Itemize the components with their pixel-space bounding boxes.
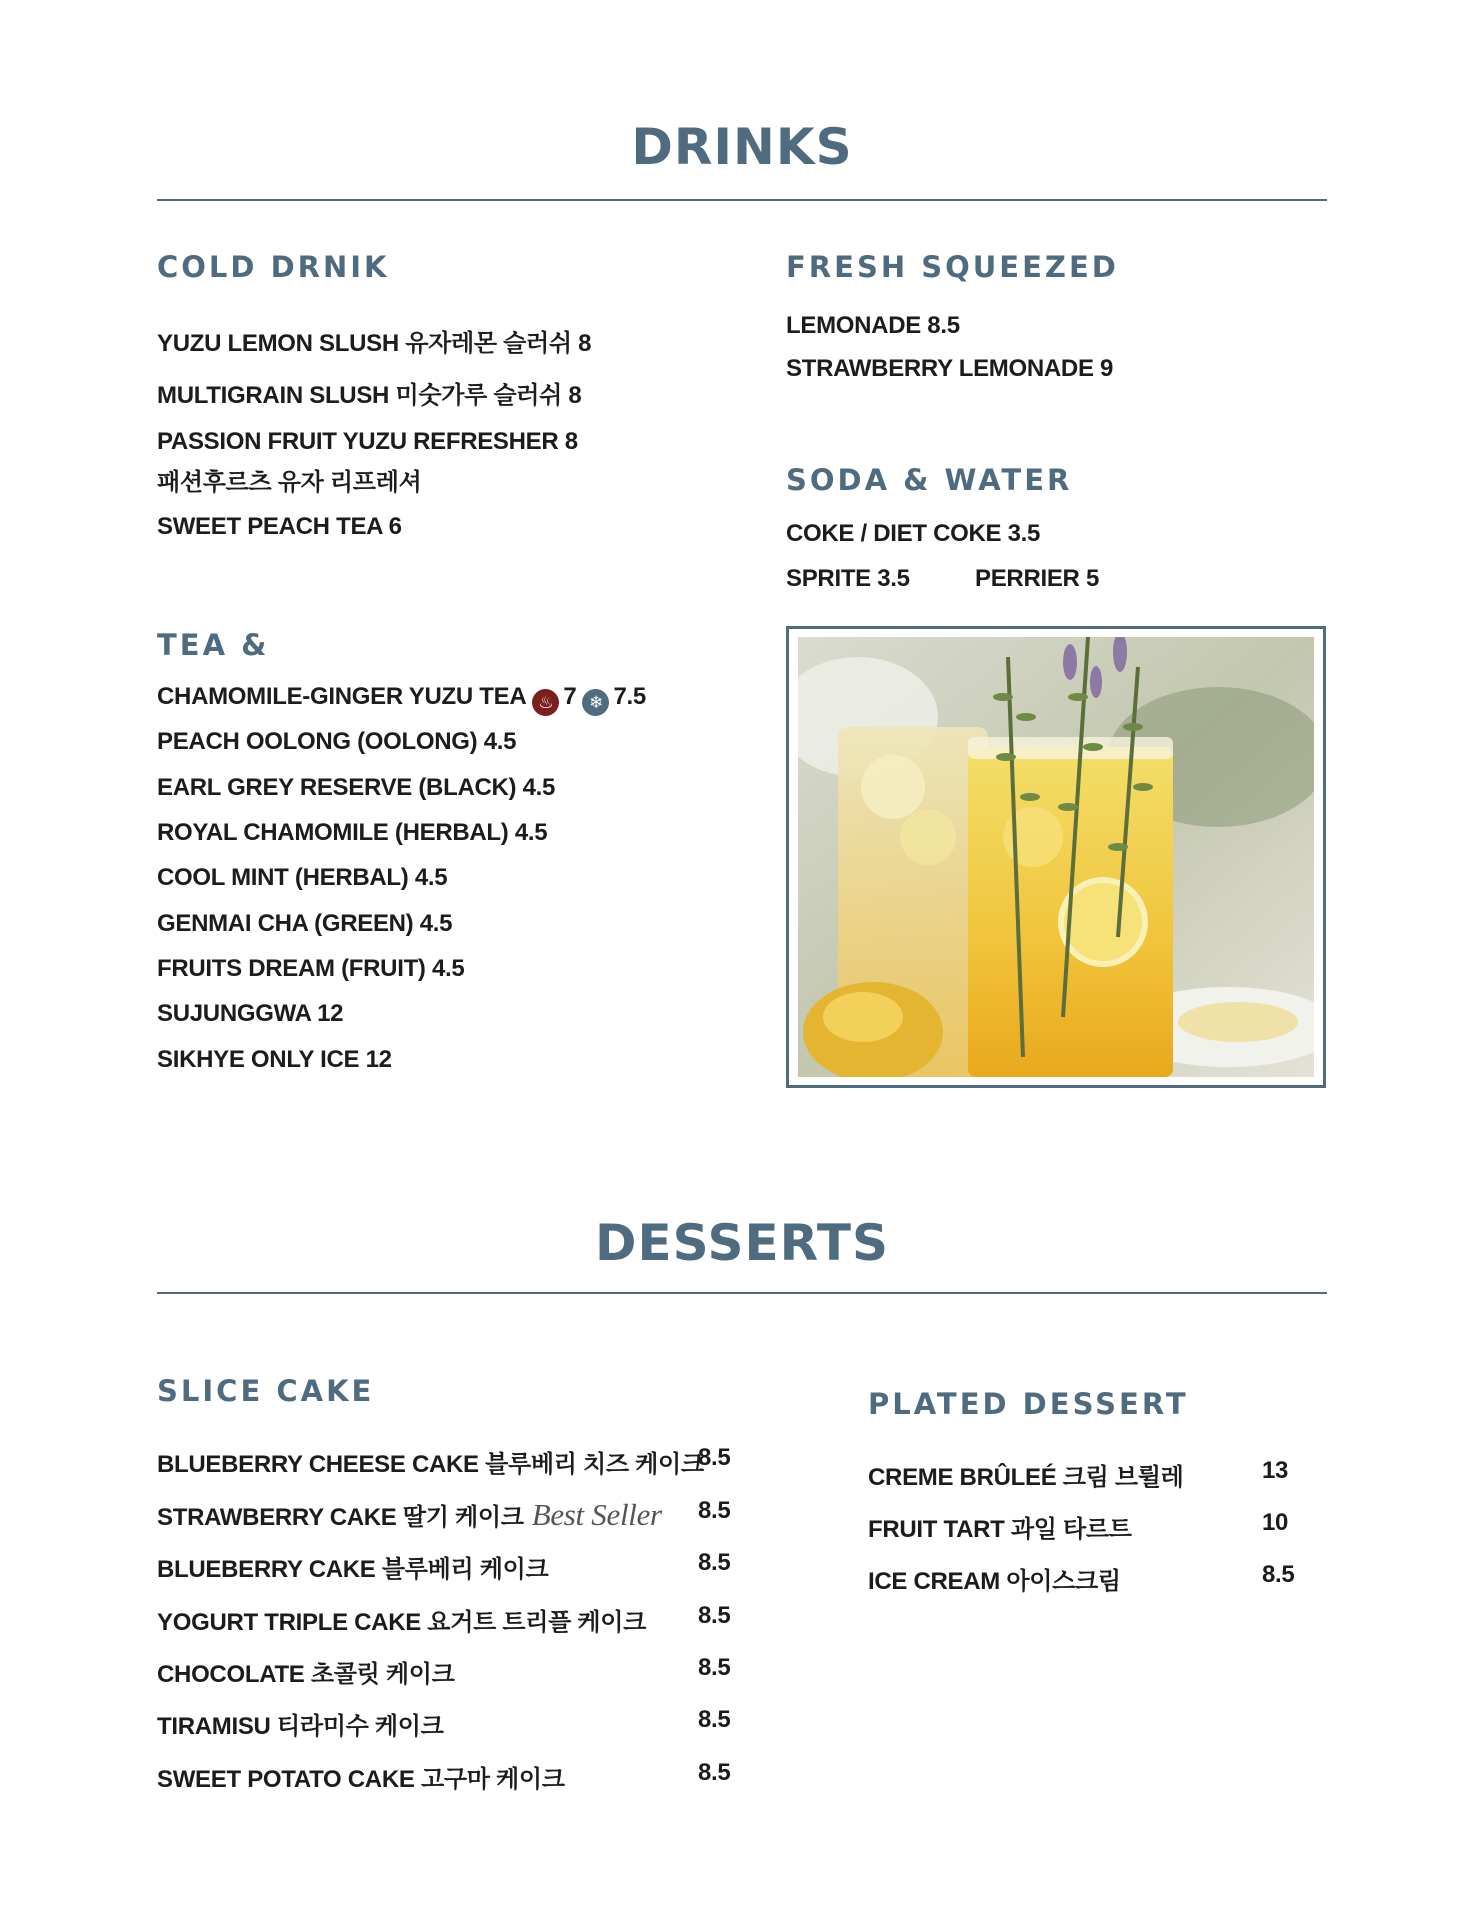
soda-water-heading: SODA & WATER [786, 463, 1073, 497]
yuzu-lemonade-image [798, 637, 1314, 1077]
dessert-price: 8.5 [1262, 1561, 1295, 1588]
dessert-price: 8.5 [698, 1654, 731, 1681]
slice-cake-item [157, 1444, 704, 1479]
menu-item: EARL GREY RESERVE (BLACK) 4.5 [157, 774, 556, 801]
menu-item: LEMONADE 8.5 [786, 312, 960, 339]
menu-item: SIKHYE ONLY ICE 12 [157, 1046, 392, 1073]
menu-item: GENMAI CHA (GREEN) 4.5 [157, 910, 453, 937]
dessert-name: YOGURT TRIPLE CAKE 요거트 트리플 케이크 [157, 1609, 647, 1636]
dessert-name: BLUEBERRY CHEESE CAKE 블루베리 치즈 케이크 [157, 1451, 704, 1478]
menu-item: COOL MINT (HERBAL) 4.5 [157, 864, 448, 891]
dessert-name: TIRAMISU 티라미수 케이크 [157, 1713, 444, 1740]
dessert-price: 8.5 [698, 1706, 731, 1733]
cold-drink-heading: COLD DRNIK [157, 250, 390, 284]
dessert-name: STRAWBERRY CAKE 딸기 케이크 [157, 1504, 524, 1531]
plated-dessert-item: ICE CREAM 아이스크림 [868, 1568, 1121, 1595]
menu-item: SWEET PEACH TEA 6 [157, 513, 402, 540]
menu-item: ROYAL CHAMOMILE (HERBAL) 4.5 [157, 819, 548, 846]
dessert-name: CHOCOLATE 초콜릿 케이크 [157, 1661, 455, 1688]
menu-item: PERRIER 5 [975, 565, 1100, 592]
fresh-squeezed-heading: FRESH SQUEEZED [786, 250, 1119, 284]
slice-cake-item [157, 1549, 548, 1584]
menu-item: MULTIGRAIN SLUSH 미숫가루 슬러쉬 8 [157, 382, 582, 409]
menu-item: COKE / DIET COKE 3.5 [786, 520, 1041, 547]
menu-item: FRUITS DREAM (FRUIT) 4.5 [157, 955, 465, 982]
dessert-price: 8.5 [698, 1549, 731, 1576]
ice-price: 7.5 [613, 683, 646, 710]
slice-cake-item [157, 1759, 565, 1794]
dessert-price: 13 [1262, 1457, 1289, 1484]
menu-item-korean: 패션후르츠 유자 리프레셔 [157, 469, 422, 496]
plated-dessert-heading: PLATED DESSERT [868, 1387, 1189, 1421]
dessert-price: 8.5 [698, 1602, 731, 1629]
menu-item: SPRITE 3.5 [786, 565, 910, 592]
plated-dessert-item: FRUIT TART 과일 타르트 [868, 1516, 1132, 1543]
desserts-divider [157, 1292, 1327, 1294]
drinks-title: DRINKS [631, 118, 853, 176]
dessert-price: 8.5 [698, 1759, 731, 1786]
slice-cake-item [157, 1497, 662, 1533]
slice-cake-item [157, 1602, 646, 1637]
desserts-title: DESSERTS [595, 1214, 889, 1272]
snowflake-icon: ❄ [582, 689, 609, 716]
dessert-name: BLUEBERRY CAKE 블루베리 케이크 [157, 1556, 549, 1583]
menu-item: PEACH OOLONG (OOLONG) 4.5 [157, 728, 517, 755]
menu-item: STRAWBERRY LEMONADE 9 [786, 355, 1114, 382]
menu-item: YUZU LEMON SLUSH 유자레몬 슬러쉬 8 [157, 330, 592, 357]
tea-heading: TEA & [157, 628, 270, 662]
dessert-price: 8.5 [698, 1497, 731, 1524]
slice-cake-item [157, 1706, 444, 1741]
drink-photo [786, 626, 1326, 1088]
slice-cake-item [157, 1654, 455, 1689]
menu-item: PASSION FRUIT YUZU REFRESHER 8 [157, 428, 578, 455]
dessert-name: SWEET POTATO CAKE 고구마 케이크 [157, 1766, 565, 1793]
drinks-divider [157, 199, 1327, 201]
dessert-price: 10 [1262, 1509, 1289, 1536]
slice-cake-heading: SLICE CAKE [157, 1374, 375, 1408]
dessert-price: 8.5 [698, 1444, 731, 1471]
best-seller-tag: Best Seller [531, 1497, 662, 1532]
menu-item-chamomile [157, 683, 646, 716]
hot-steam-icon: ♨ [532, 689, 559, 716]
hot-price: 7 [563, 683, 577, 710]
menu-item: SUJUNGGWA 12 [157, 1000, 344, 1027]
menu-item-name: CHAMOMILE-GINGER YUZU TEA [157, 683, 527, 710]
plated-dessert-item: CREME BRÛLEÉ 크림 브륄레 [868, 1464, 1184, 1491]
